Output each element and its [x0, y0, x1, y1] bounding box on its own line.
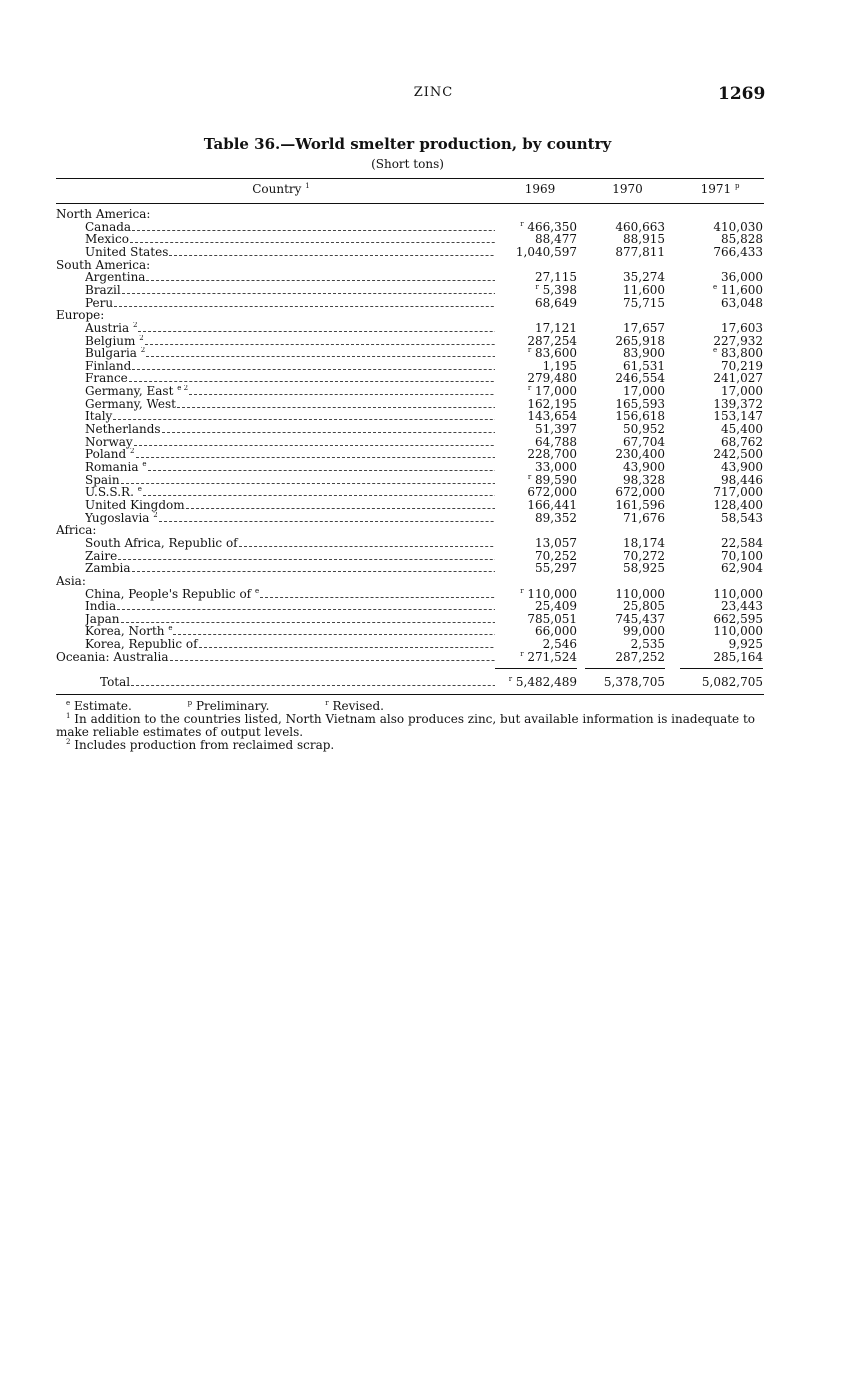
value-1970: 67,704 — [623, 434, 665, 449]
country-label: Norway — [85, 436, 495, 449]
value-1969: $^r$ 17,000 — [527, 384, 577, 399]
value-1970: 460,663 — [615, 219, 665, 234]
value-1971: 766,433 — [713, 244, 763, 259]
country-label: North America: — [56, 208, 151, 221]
total-rule-1971 — [680, 668, 763, 669]
legend-revised: $^r$ Revised. — [325, 699, 384, 713]
country-label: Europe: — [56, 309, 105, 323]
value-1970: 25,805 — [623, 599, 665, 614]
country-label: Spain — [85, 474, 495, 487]
country-label: Germany, East $^{e 2}$ — [85, 385, 495, 398]
value-1971: 22,584 — [721, 535, 763, 550]
country-label: China, People's Republic of $^e$ — [85, 588, 495, 601]
value-1971: 68,762 — [721, 434, 763, 449]
total-row — [0, 675, 867, 689]
value-1970: 43,900 — [623, 460, 665, 474]
value-1970: 672,000 — [615, 485, 665, 500]
total-1969: $^r$ 5,482,489 — [508, 675, 577, 689]
country-label: Yugoslavia $^2$ — [85, 512, 495, 525]
value-1969: 70,252 — [535, 548, 577, 563]
value-1969: 89,352 — [535, 510, 577, 525]
total-label: Total — [100, 675, 495, 689]
value-1969: 55,297 — [535, 561, 577, 576]
country-label: Japan — [85, 613, 495, 626]
value-1969: 66,000 — [535, 624, 577, 639]
table-top-rule — [56, 178, 764, 179]
value-1969: $^r$ 5,398 — [535, 282, 577, 297]
value-1971: 139,372 — [713, 396, 763, 411]
footnotes — [56, 700, 766, 752]
value-1971: 43,900 — [721, 460, 763, 474]
page-number: 1269 — [718, 84, 766, 104]
value-1971: 285,164 — [713, 649, 763, 664]
value-1971: 63,048 — [721, 295, 763, 310]
value-1970: 265,918 — [615, 333, 665, 348]
value-1970: 161,596 — [615, 497, 665, 512]
table-row — [0, 297, 867, 310]
column-header-1971: 1971 $^p$ — [700, 182, 740, 196]
total-1970: 5,378,705 — [603, 675, 665, 689]
value-1969: 64,788 — [535, 434, 577, 449]
value-1969: 33,000 — [535, 460, 577, 474]
value-1969: 162,195 — [527, 396, 577, 411]
value-1971: 227,932 — [713, 333, 763, 348]
value-1971: 242,500 — [713, 447, 763, 462]
country-label: Asia: — [56, 574, 86, 588]
legend-estimate: $^e$ Estimate. — [66, 699, 132, 713]
value-1969: 287,254 — [527, 333, 577, 348]
value-1970: 50,952 — [623, 422, 665, 437]
country-label: Finland — [85, 360, 495, 373]
country-label: Africa: — [56, 524, 97, 538]
value-1970: 17,657 — [623, 320, 665, 335]
country-label: Germany, West — [85, 398, 495, 411]
value-1970: 877,811 — [615, 244, 665, 259]
value-1969: $^r$ 89,590 — [527, 472, 577, 487]
value-1969: 27,115 — [535, 270, 577, 285]
table-row — [0, 246, 867, 259]
value-1970: 70,272 — [623, 548, 665, 563]
value-1971: 241,027 — [713, 371, 763, 386]
table-row — [0, 512, 867, 525]
value-1971: 17,603 — [721, 320, 763, 335]
value-1971: $^e$ 11,600 — [713, 282, 763, 297]
footnote-1: $^1$ In addition to the countries listed, North Vietnam also produces zinc, but available information is inadequate to make reliable estimates of output levels. — [56, 712, 756, 739]
legend-preliminary: $^p$ Preliminary. — [187, 699, 270, 713]
value-1970: 58,925 — [623, 561, 665, 576]
value-1969: 166,441 — [527, 497, 577, 512]
value-1971: 58,543 — [721, 510, 763, 525]
value-1969: $^r$ 83,600 — [527, 346, 577, 361]
table-row — [0, 651, 867, 664]
value-1970: 287,252 — [615, 649, 665, 664]
country-label: Zaire — [85, 550, 495, 563]
value-1971: 662,595 — [713, 611, 763, 626]
country-label: Bulgaria $^2$ — [85, 347, 495, 360]
country-label: South Africa, Republic of — [85, 537, 495, 550]
country-label: Italy — [85, 410, 495, 423]
table-subtitle: (Short tons) — [371, 157, 444, 171]
value-1970: 35,274 — [623, 270, 665, 285]
value-1969: 143,654 — [527, 409, 577, 424]
value-1970: 745,437 — [615, 611, 665, 626]
value-1969: 1,040,597 — [515, 244, 577, 259]
table-bottom-rule — [56, 694, 764, 695]
value-1969: 2,546 — [542, 637, 577, 652]
value-1969: 13,057 — [535, 535, 577, 550]
country-label: Oceania: Australia — [56, 651, 496, 664]
country-label: U.S.S.R. $^e$ — [85, 486, 495, 499]
value-1970: 71,676 — [623, 510, 665, 525]
value-1971: 410,030 — [713, 219, 763, 234]
value-1971: $^e$ 83,800 — [713, 346, 763, 361]
country-label: Netherlands — [85, 423, 495, 436]
value-1970: 156,618 — [615, 409, 665, 424]
value-1970: 110,000 — [615, 586, 665, 601]
total-rule-1970 — [585, 668, 665, 669]
value-1971: 98,446 — [721, 472, 763, 487]
country-label: Argentina — [85, 271, 495, 284]
value-1970: 99,000 — [623, 624, 665, 639]
value-1970: 61,531 — [623, 358, 665, 373]
table-title: Table 36.—World smelter production, by country — [203, 135, 612, 153]
column-header-country: Country $^1$ — [252, 182, 310, 196]
country-label: Mexico — [85, 233, 495, 246]
column-header-1970: 1970 — [612, 182, 643, 196]
value-1971: 128,400 — [713, 497, 763, 512]
value-1971: 45,400 — [721, 422, 763, 437]
value-1970: 246,554 — [615, 371, 665, 386]
value-1969: 672,000 — [527, 485, 577, 500]
header-bottom-rule — [56, 203, 764, 204]
value-1969: 25,409 — [535, 599, 577, 614]
country-label: France — [85, 372, 495, 385]
country-label: Peru — [85, 297, 495, 310]
value-1969: $^r$ 271,524 — [520, 649, 577, 664]
value-1969: 228,700 — [527, 447, 577, 462]
value-1971: 36,000 — [721, 270, 763, 285]
value-1970: 75,715 — [623, 295, 665, 310]
value-1969: $^r$ 466,350 — [520, 219, 577, 234]
country-label: Belgium $^2$ — [85, 335, 495, 348]
value-1971: 110,000 — [713, 624, 763, 639]
value-1969: $^r$ 110,000 — [520, 586, 577, 601]
value-1971: 23,443 — [721, 599, 763, 614]
value-1971: 153,147 — [713, 409, 763, 424]
country-label: India — [85, 600, 495, 613]
value-1970: 98,328 — [623, 472, 665, 487]
running-title: ZINC — [413, 85, 454, 100]
country-label: Austria $^2$ — [85, 322, 495, 335]
country-label: Poland $^2$ — [85, 448, 495, 461]
value-1969: 785,051 — [527, 611, 577, 626]
value-1969: 17,121 — [535, 320, 577, 335]
value-1970: 11,600 — [623, 282, 665, 297]
value-1970: 230,400 — [615, 447, 665, 462]
country-label: United Kingdom — [85, 499, 495, 512]
value-1969: 279,480 — [527, 371, 577, 386]
value-1971: 85,828 — [721, 232, 763, 247]
value-1969: 51,397 — [535, 422, 577, 437]
country-label: United States — [85, 246, 495, 259]
value-1970: 18,174 — [623, 535, 665, 550]
total-rule-1969 — [495, 668, 577, 669]
value-1969: 1,195 — [542, 358, 577, 373]
value-1971: 70,219 — [721, 358, 763, 373]
value-1970: 2,535 — [630, 637, 665, 652]
table-row — [0, 562, 867, 575]
value-1971: 9,925 — [728, 637, 763, 652]
value-1970: 88,915 — [623, 232, 665, 247]
value-1969: 68,649 — [535, 295, 577, 310]
value-1971: 70,100 — [721, 548, 763, 563]
value-1971: 717,000 — [713, 485, 763, 500]
country-label: Brazil — [85, 284, 495, 297]
total-1971: 5,082,705 — [701, 675, 763, 689]
value-1969: 88,477 — [535, 232, 577, 247]
value-1971: 17,000 — [721, 384, 763, 399]
country-label: Korea, Republic of — [85, 638, 495, 651]
column-header-1969: 1969 — [524, 182, 556, 196]
country-label: Zambia — [85, 562, 495, 575]
value-1971: 110,000 — [713, 586, 763, 601]
value-1971: 62,904 — [721, 561, 763, 576]
footnote-2: $^2$ Includes production from reclaimed scrap. — [66, 738, 335, 752]
country-label: South America: — [56, 258, 151, 272]
value-1970: 17,000 — [623, 384, 665, 399]
value-1970: 83,900 — [623, 346, 665, 361]
country-label: Korea, North $^e$ — [85, 625, 495, 638]
country-label: Romania $^e$ — [85, 461, 495, 474]
country-label: Canada — [85, 221, 495, 234]
value-1970: 165,593 — [615, 396, 665, 411]
